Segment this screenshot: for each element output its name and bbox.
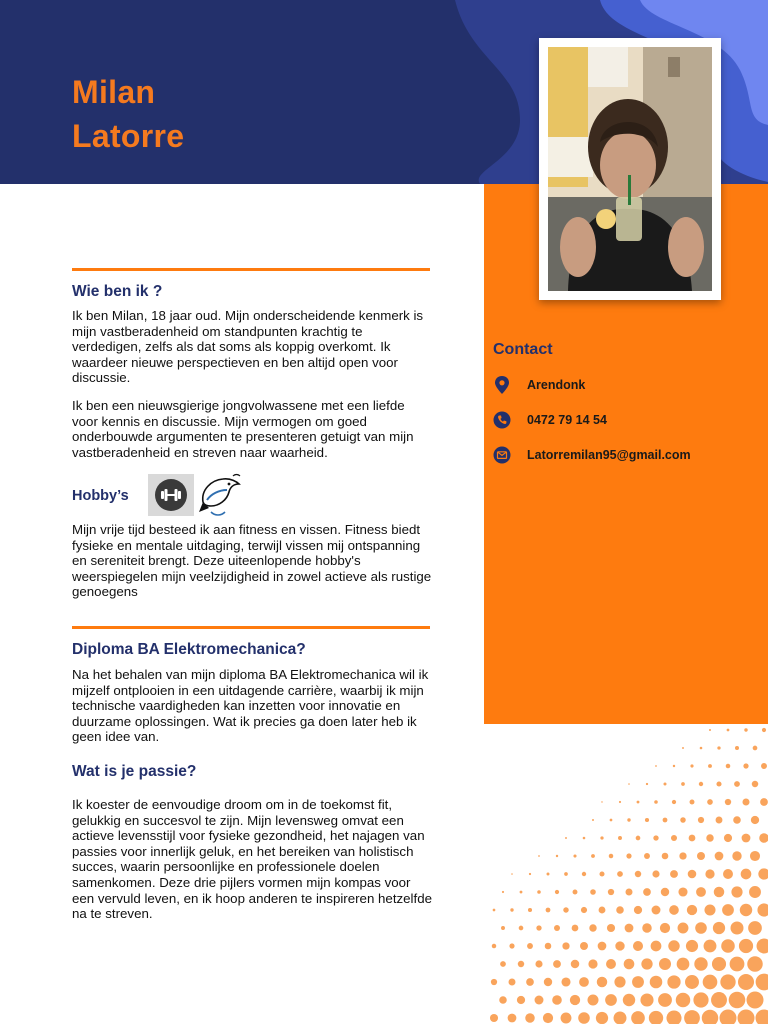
halftone-dot	[547, 873, 550, 876]
halftone-dot	[694, 957, 707, 970]
halftone-dot	[625, 924, 634, 933]
halftone-dot	[651, 941, 662, 952]
halftone-dot	[747, 956, 763, 972]
first-name: Milan	[72, 74, 156, 110]
halftone-dot	[543, 1013, 553, 1023]
halftone-dot	[741, 869, 752, 880]
halftone-dot	[652, 870, 659, 877]
halftone-dot	[641, 958, 652, 969]
halftone-dot	[681, 782, 685, 786]
halftone-dot	[649, 1011, 663, 1024]
halftone-dot	[731, 886, 742, 897]
halftone-dot	[687, 905, 697, 915]
halftone-dot	[697, 852, 705, 860]
halftone-dot	[740, 904, 752, 916]
halftone-dot	[642, 923, 652, 933]
halftone-dot	[561, 1013, 572, 1024]
halftone-dot	[636, 836, 641, 841]
halftone-dot	[578, 1012, 590, 1024]
halftone-dot	[758, 868, 768, 879]
halftone-dot	[735, 746, 739, 750]
halftone-dot	[607, 924, 615, 932]
halftone-dot	[643, 888, 651, 896]
halftone-dot	[671, 835, 677, 841]
halftone-dot	[591, 854, 595, 858]
halftone-dot	[699, 782, 703, 786]
halftone-dot	[667, 975, 680, 988]
halftone-dot	[564, 872, 568, 876]
halftone-dot	[509, 979, 516, 986]
halftone-dot	[752, 781, 759, 788]
halftone-dot	[688, 870, 697, 879]
halftone-dot	[631, 1011, 645, 1024]
halftone-dot	[582, 872, 586, 876]
halftone-dot	[599, 871, 604, 876]
halftone-dot	[626, 853, 631, 858]
halftone-dot	[708, 764, 712, 768]
halftone-dot	[743, 763, 748, 768]
halftone-dot	[625, 888, 632, 895]
halftone-dot	[535, 960, 542, 967]
halftone-dot	[704, 904, 715, 915]
halftone-dot	[635, 871, 641, 877]
halftone-dot	[556, 855, 558, 857]
halftone-dot	[527, 943, 533, 949]
halftone-dot	[589, 924, 596, 931]
halftone-dot	[614, 976, 625, 987]
halftone-dot	[727, 729, 730, 732]
halftone-dot	[535, 996, 544, 1005]
location-pin-icon	[493, 376, 511, 394]
halftone-dot	[753, 746, 758, 751]
halftone-dot	[689, 835, 696, 842]
halftone-dot	[610, 819, 613, 822]
halftone-dot	[751, 816, 759, 824]
halftone-dot	[747, 992, 764, 1009]
halftone-dot	[655, 765, 657, 767]
person-name	[72, 70, 184, 158]
halftone-dot	[492, 944, 496, 948]
halftone-dot	[749, 886, 761, 898]
halftone-dot	[617, 871, 623, 877]
halftone-dot	[730, 957, 745, 972]
halftone-dot	[698, 817, 704, 823]
contact-phone-text: 0472 79 14 54	[527, 413, 607, 427]
halftone-dot	[738, 974, 754, 990]
halftone-dot	[628, 783, 630, 785]
halftone-dot	[555, 890, 559, 894]
passion-heading: Wat is je passie?	[72, 763, 197, 780]
halftone-dot	[720, 974, 735, 989]
contact-phone	[493, 411, 607, 429]
halftone-dot	[742, 798, 749, 805]
halftone-dot	[690, 800, 695, 805]
halftone-dot	[713, 922, 725, 934]
email-icon	[493, 446, 511, 464]
hobbies-text: Mijn vrije tijd besteed ik aan fitness en vissen. Fitness biedt fysieke en mentale uitdaging, terwijl vissen mij ontspanning en sereniteit brengt. Deze uiteenlopende hobby's weerspiegelen mijn veelzijdigheid in zowel actieve als rustige genoegens	[72, 522, 432, 600]
halftone-dot	[528, 908, 532, 912]
halftone-dot	[614, 1012, 627, 1024]
halftone-dot	[684, 1010, 700, 1024]
halftone-dot	[712, 957, 726, 971]
halftone-dot	[757, 903, 768, 916]
halftone-dot	[676, 993, 691, 1008]
halftone-dot	[502, 891, 504, 893]
halftone-dot	[668, 940, 679, 951]
halftone-dot	[606, 959, 616, 969]
halftone-dots-decoration	[484, 724, 768, 1024]
halftone-dot	[650, 976, 663, 989]
about-paragraph-1: Ik ben Milan, 18 jaar oud. Mijn onderscheidende kenmerk is mijn vastberadenheid om standpunten krachtig te verdedigen, zelfs als dat soms als koppig overkomt. Ik waardeer nieuwe perspectieven en ben altijd open voor discussie.	[72, 308, 424, 386]
halftone-dot	[756, 1010, 768, 1024]
halftone-dot	[725, 799, 731, 805]
halftone-dot	[619, 801, 621, 803]
halftone-dot	[704, 940, 717, 953]
halftone-dot	[703, 975, 718, 990]
halftone-dot	[678, 923, 689, 934]
halftone-dot	[748, 921, 762, 935]
halftone-dot	[490, 1014, 498, 1022]
halftone-dot	[707, 799, 713, 805]
halftone-dot	[680, 817, 686, 823]
halftone-dot	[583, 837, 586, 840]
halftone-dot	[739, 939, 753, 953]
halftone-dot	[716, 817, 723, 824]
halftone-dot	[553, 960, 561, 968]
halftone-dot	[663, 818, 668, 823]
halftone-dot	[686, 940, 698, 952]
halftone-dot	[615, 941, 624, 950]
halftone-dot	[670, 870, 678, 878]
halftone-dot	[590, 889, 596, 895]
halftone-dot	[563, 907, 568, 912]
halftone-dot	[571, 960, 580, 969]
halftone-dot	[702, 1010, 718, 1024]
halftone-dot	[722, 904, 734, 916]
halftone-dot	[616, 906, 624, 914]
halftone-dot	[587, 994, 598, 1005]
halftone-dot	[724, 834, 732, 842]
profile-photo-frame	[539, 38, 721, 300]
halftone-dot	[624, 959, 635, 970]
halftone-dot	[717, 746, 720, 749]
halftone-dot	[601, 801, 602, 802]
halftone-dot	[599, 907, 606, 914]
halftone-dot	[695, 922, 707, 934]
halftone-dot	[706, 834, 713, 841]
contact-location	[493, 376, 585, 394]
halftone-dot	[608, 889, 614, 895]
halftone-dot	[750, 851, 760, 861]
halftone-dot	[678, 887, 687, 896]
last-name: Latorre	[72, 118, 185, 154]
fish-icon	[197, 472, 241, 518]
halftone-dot	[660, 923, 670, 933]
halftone-dot	[500, 961, 506, 967]
halftone-dot	[493, 909, 496, 912]
halftone-dot	[491, 979, 497, 985]
diploma-text: Na het behalen van mijn diploma BA Elektromechanica wil ik mijzelf ontplooien in een uitdagende carrière, waarbij ik mijn technische vaardigheden kan inzetten voor innovatie en duurzame oplossingen. Wat ik precies ga doen later heb ik geen idee van.	[72, 667, 429, 745]
halftone-dot	[499, 996, 507, 1004]
halftone-dot	[658, 993, 672, 1007]
halftone-dot	[705, 869, 714, 878]
halftone-dot	[679, 852, 686, 859]
halftone-dot	[672, 800, 676, 804]
halftone-dot	[520, 891, 523, 894]
halftone-dot	[570, 995, 580, 1005]
halftone-dot	[714, 887, 725, 898]
halftone-dot	[653, 835, 658, 840]
halftone-dot	[661, 888, 669, 896]
halftone-dot	[538, 855, 540, 857]
halftone-dot	[554, 925, 560, 931]
halftone-dot	[761, 763, 767, 769]
halftone-dot	[518, 961, 524, 967]
halftone-dot	[720, 1010, 737, 1024]
halftone-dot	[696, 887, 706, 897]
halftone-dot	[654, 800, 658, 804]
halftone-dot	[572, 925, 579, 932]
halftone-dot	[508, 1014, 517, 1023]
halftone-dot	[716, 781, 721, 786]
halftone-dot	[525, 1013, 534, 1022]
contact-email	[493, 446, 691, 464]
halftone-dot	[640, 993, 653, 1006]
halftone-dot	[690, 764, 693, 767]
halftone-dot	[723, 869, 733, 879]
halftone-dot	[529, 873, 531, 875]
halftone-dot	[510, 908, 513, 911]
halftone-dot	[588, 959, 597, 968]
halftone-dot	[693, 992, 708, 1007]
halftone-dot	[519, 926, 524, 931]
halftone-dot	[711, 992, 727, 1008]
halftone-dot	[544, 978, 552, 986]
halftone-dot	[666, 1010, 681, 1024]
halftone-dot	[562, 942, 569, 949]
halftone-dot	[552, 995, 562, 1005]
halftone-dot	[669, 905, 679, 915]
halftone-dot	[744, 728, 747, 731]
halftone-dot	[597, 977, 607, 987]
halftone-dot	[501, 926, 505, 930]
halftone-dot	[729, 992, 746, 1009]
halftone-dot	[592, 819, 594, 821]
dumbbell-icon	[148, 474, 194, 516]
halftone-dot	[742, 834, 751, 843]
contact-heading: Contact	[493, 341, 553, 358]
contact-location-text: Arendonk	[527, 378, 586, 392]
halftone-dot	[573, 890, 578, 895]
halftone-dot	[732, 851, 741, 860]
halftone-dot	[673, 765, 675, 767]
halftone-dot	[738, 1010, 755, 1024]
section-divider	[72, 626, 430, 629]
phone-icon	[493, 411, 511, 429]
section-divider	[72, 268, 430, 271]
halftone-dot	[652, 906, 661, 915]
halftone-dot	[677, 958, 690, 971]
halftone-dot	[644, 853, 650, 859]
portrait-photo	[548, 47, 712, 291]
halftone-dot	[659, 958, 671, 970]
halftone-dot	[715, 852, 724, 861]
halftone-dot	[645, 818, 649, 822]
halftone-dot	[756, 974, 768, 991]
halftone-dot	[623, 994, 635, 1006]
halftone-dot	[526, 978, 534, 986]
halftone-dot	[633, 941, 643, 951]
halftone-dot	[565, 837, 567, 839]
halftone-dot	[733, 816, 741, 824]
halftone-dot	[605, 994, 617, 1006]
halftone-dot	[598, 942, 607, 951]
halftone-dot	[609, 854, 614, 859]
halftone-dot	[700, 747, 703, 750]
halftone-dot	[637, 801, 640, 804]
halftone-dot	[600, 836, 603, 839]
halftone-dot	[517, 996, 525, 1004]
halftone-dot	[662, 853, 669, 860]
profile-photo	[548, 47, 712, 291]
halftone-dot	[685, 975, 699, 989]
halftone-dot	[682, 747, 684, 749]
halftone-dot	[663, 782, 666, 785]
halftone-dot	[511, 873, 513, 875]
about-heading: Wie ben ik ?	[72, 283, 163, 300]
hobbies-heading: Hobby’s	[72, 488, 129, 504]
halftone-dot	[721, 939, 735, 953]
halftone-dot	[726, 764, 731, 769]
halftone-dot	[759, 833, 768, 843]
halftone-dot	[580, 942, 588, 950]
halftone-dot	[709, 729, 711, 731]
halftone-dot	[632, 976, 644, 988]
halftone-dot	[545, 943, 552, 950]
about-paragraph-2: Ik ben een nieuwsgierige jongvolwassene met een liefde voor kennis en discussie. Mijn vermogen om goed onderbouwde argumenten te presenteren getuigt van mijn vastberadenheid en streven naar waarheid.	[72, 398, 414, 460]
halftone-dot	[561, 977, 570, 986]
halftone-dot	[509, 943, 514, 948]
halftone-dot	[537, 890, 541, 894]
halftone-dot	[596, 1012, 608, 1024]
passion-text: Ik koester de eenvoudige droom om in de toekomst fit, gelukkig en succesvol te zijn. Mijn levensweg omvat een actieve levensstijl voor fysieke gezondheid, het najagen van passies voor innerlijk geluk, en het bereiken van holistisch succes, waarin persoonlijke en professionele doelen samenkomen. Deze drie pijlers vormen mijn kompas voor een vervuld leven, en ik hoop anderen te inspireren hetzelfde na te streven.	[72, 797, 432, 922]
halftone-dot	[546, 908, 551, 913]
halftone-dot	[579, 977, 589, 987]
contact-email-text[interactable]: Latorremilan95@gmail.com	[527, 448, 691, 462]
halftone-dot	[731, 922, 744, 935]
halftone-dot	[762, 728, 766, 732]
halftone-dot	[581, 907, 587, 913]
halftone-dot	[760, 798, 768, 806]
halftone-dot	[646, 783, 648, 785]
diploma-heading: Diploma BA Elektromechanica?	[72, 641, 306, 658]
halftone-dot	[573, 854, 576, 857]
halftone-dot	[618, 836, 622, 840]
halftone-dot	[627, 818, 630, 821]
halftone-dot	[734, 781, 740, 787]
halftone-dot	[536, 925, 541, 930]
halftone-dot	[634, 906, 642, 914]
halftone-dot	[757, 939, 768, 954]
